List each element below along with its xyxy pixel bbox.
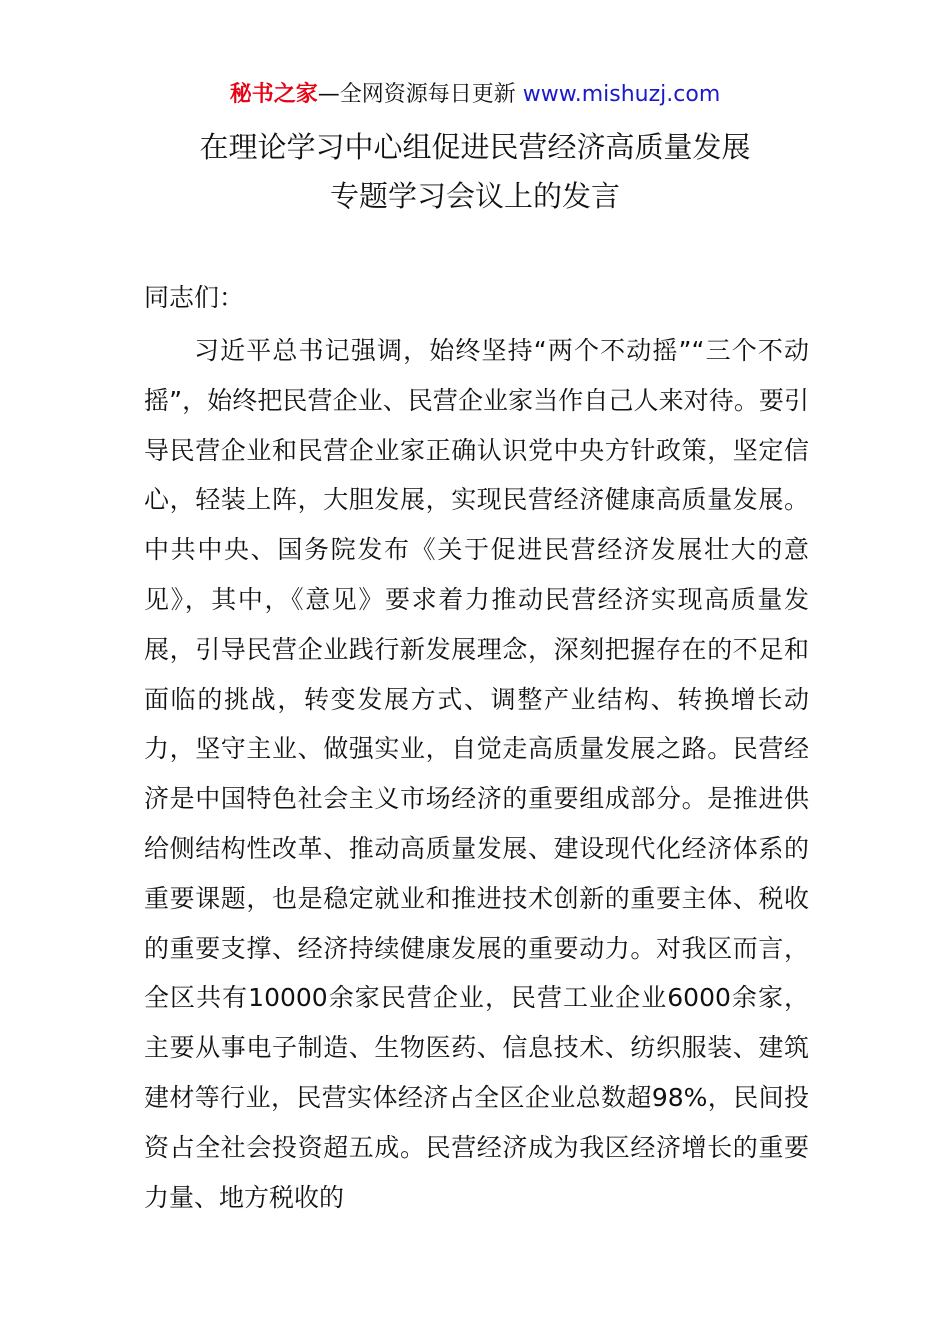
- body-paragraph: 习近平总书记强调，始终坚持“两个不动摇”“三个不动摇”，始终把民营企业、民营企业家当作自己人来对待。要引导民营企业和民营企业家正确认识党中央方针政策，坚定信心，轻装上阵，大胆发展，实现民营经济健康高质量发展。中共中央、国务院发布《关于促进民营经济发展壮大的意见》，其中，《意见》要求着力推动民营经济实现高质量发展，引导民营企业践行新发展理念，深刻把握存在的不足和面临的挑战，转变发展方式、调整产业结构、转换增长动力，坚守主业、做强实业，自觉走高质量发展之路。民营经济是中国特色社会主义市场经济的重要组成部分。是推进供给侧结构性改革、推动高质量发展、建设现代化经济体系的重要课题，也是稳定就业和推进技术创新的重要主体、税收的重要支撑、经济持续健康发展的重要动力。对我区而言，全区共有10000余家民营企业，民营工业企业6000余家，主要从事电子制造、生物医药、信息技术、纺织服装、建筑建材等行业，民营实体经济占全区企业总数超98%，民间投资占全社会投资超五成。民营经济成为我区经济增长的重要力量、地方税收的: [144, 336, 809, 1212]
- site-tagline: —全网资源每日更新: [317, 82, 523, 107]
- salutation: 同志们：: [144, 283, 245, 312]
- document-title-line-1: 在理论学习中心组促进民营经济高质量发展: [199, 130, 751, 164]
- site-header: [0, 80, 950, 110]
- document-title-line-2: 专题学习会议上的发言: [329, 179, 620, 213]
- site-brand: 秘书之家: [229, 82, 318, 107]
- site-url-link[interactable]: www.mishuzj.com: [522, 82, 721, 107]
